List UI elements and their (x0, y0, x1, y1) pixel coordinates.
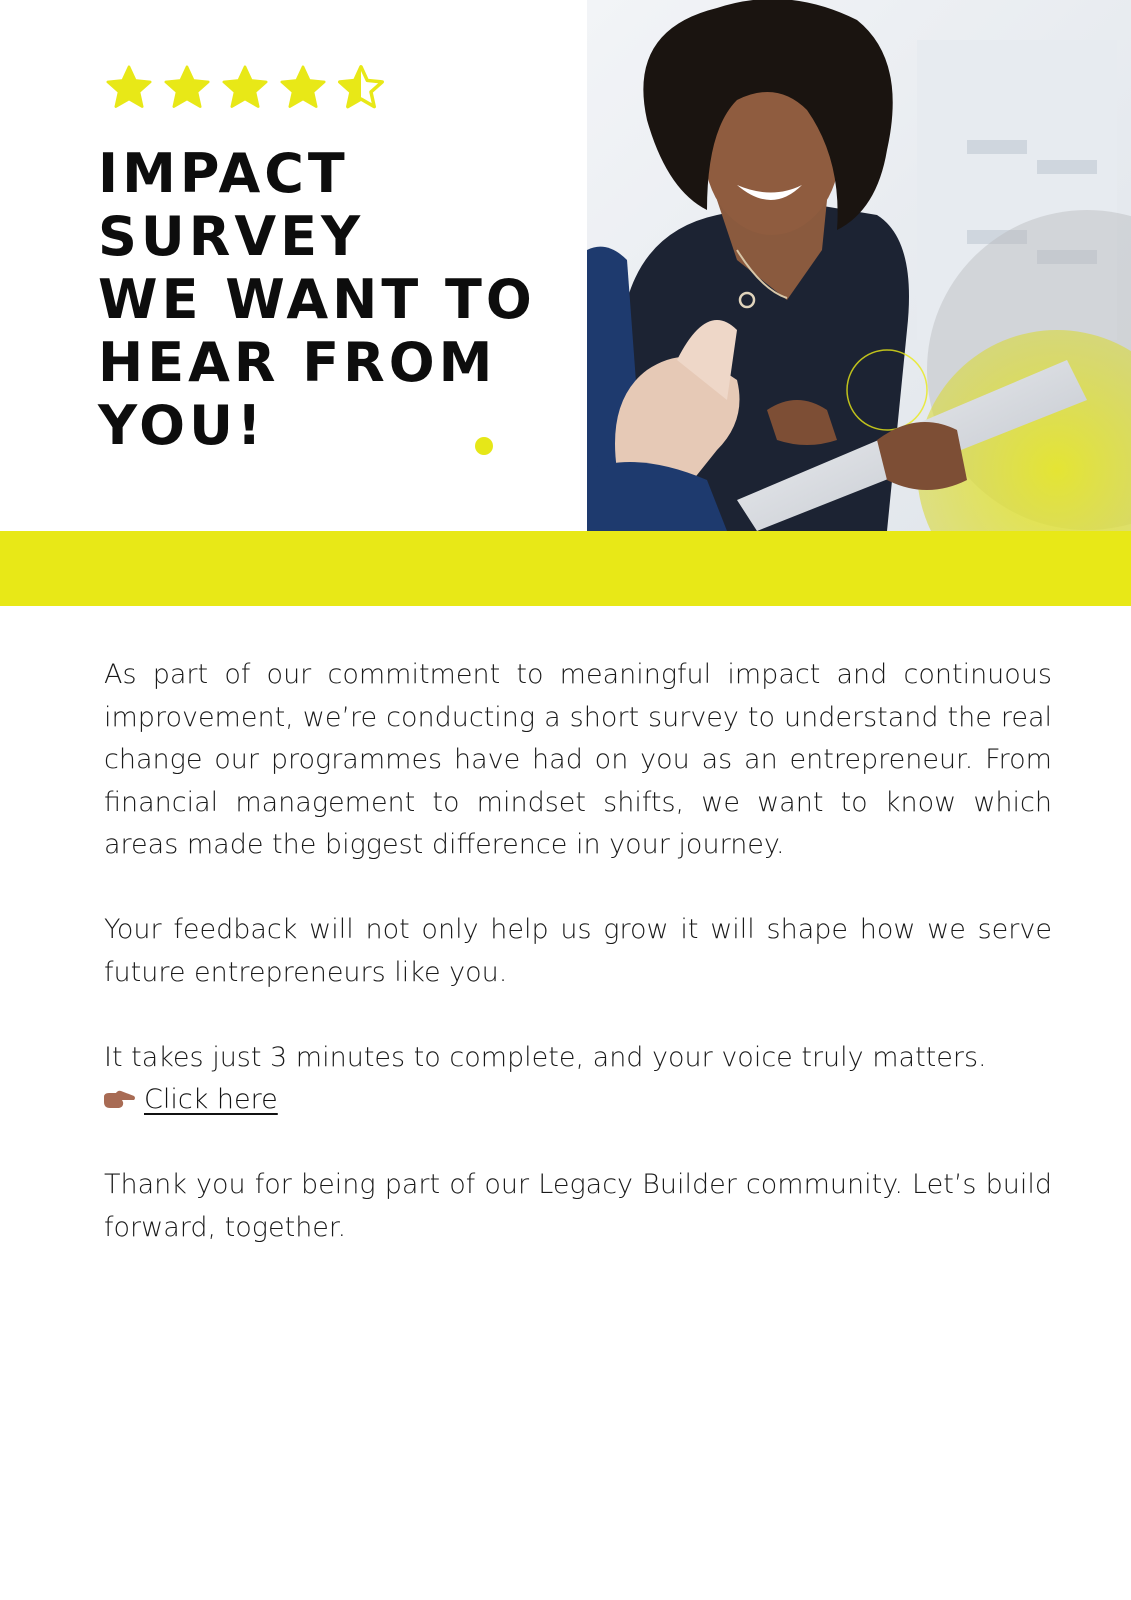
star-icon (160, 62, 214, 114)
duration-paragraph: It takes just 3 minutes to complete, and your voice truly matters. (104, 1041, 987, 1073)
intro-paragraph: As part of our commitment to meaningful impact and continuous improvement, we’re conducting a short survey to understand the real change our programmes have had on you as an entrepreneur. From financial management to mindset shifts, we want to know which areas made the biggest difference in your journey. (104, 659, 1052, 860)
cta-line (102, 1079, 1052, 1122)
survey-link[interactable]: Click here (144, 1084, 278, 1115)
decorative-dot (475, 437, 493, 455)
star-icon (102, 62, 156, 114)
star-icon (218, 62, 272, 114)
pointing-hand-icon (102, 1089, 136, 1111)
title-line: SURVEY (98, 205, 365, 268)
star-rating (102, 62, 392, 114)
hero-photo (587, 0, 1131, 531)
half-star-icon (334, 62, 388, 114)
body-content (104, 654, 1052, 1249)
accent-band (0, 531, 1131, 606)
star-icon (276, 62, 330, 114)
title-line: HEAR FROM (98, 331, 497, 394)
title-line: IMPACT (98, 142, 349, 205)
photo-illustration (587, 0, 1131, 531)
title-line: YOU! (98, 394, 266, 457)
thanks-paragraph: Thank you for being part of our Legacy Builder community. Let’s build forward, together. (104, 1169, 1052, 1243)
title-line: WE WANT TO (98, 268, 536, 331)
feedback-paragraph: Your feedback will not only help us grow it will shape how we serve future entrepreneurs like you. (104, 914, 1052, 988)
page-title (98, 142, 568, 457)
